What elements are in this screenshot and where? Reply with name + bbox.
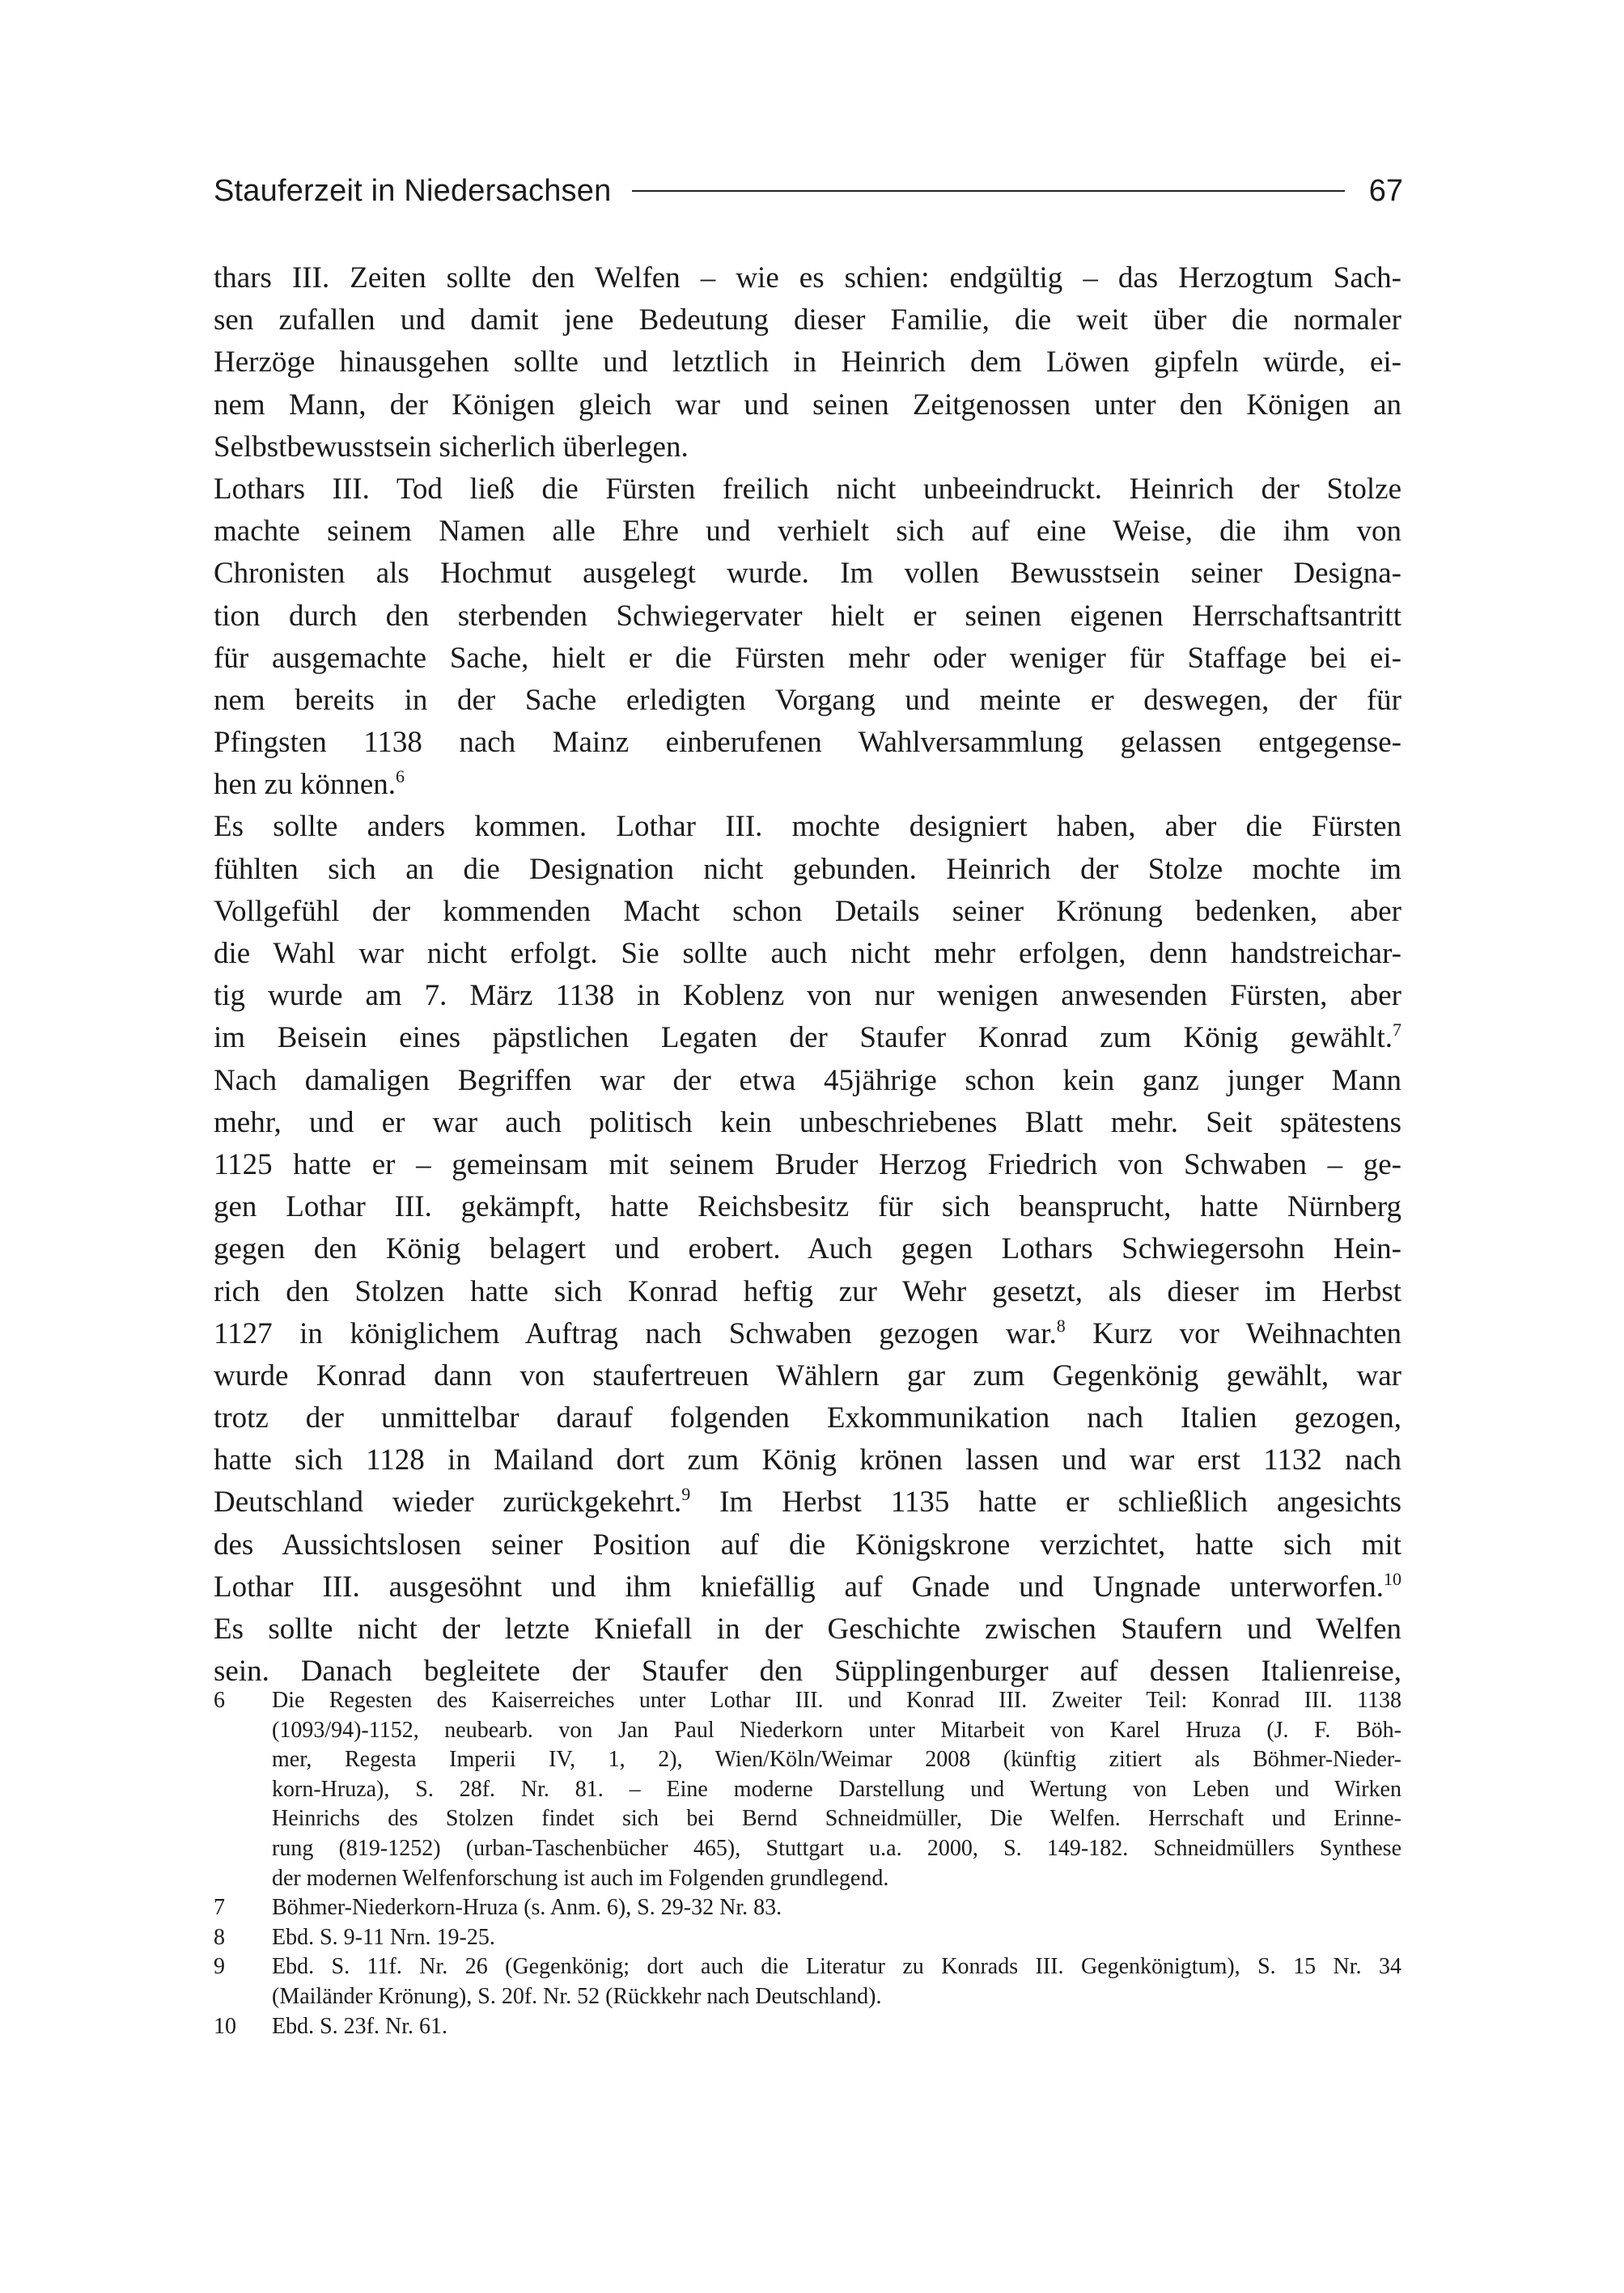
body-line	[214, 1355, 1401, 1397]
body-line-text: Pfingsten 1138 nach Mainz einberufenen Wahlversammlung gelassen entgegense-	[214, 726, 1401, 760]
body-text	[214, 257, 1401, 1693]
footnote-text: korn-Hruza), S. 28f. Nr. 81. – Eine moderne Darstellung und Wertung von Leben und Wirken	[272, 1776, 1401, 1802]
body-line-text: im Beisein eines päpstlichen Legaten der Staufer Konrad zum König gewählt.	[214, 1021, 1393, 1055]
footnote-text: Ebd. S. 11f. Nr. 26 (Gegenkönig; dort auch die Literatur zu Konrads III. Gegenkönigtum), S. 15 Nr. 34	[272, 1954, 1401, 1980]
body-line	[214, 1144, 1401, 1186]
footnote-marker: 9	[681, 1484, 691, 1505]
footnote-line	[214, 1893, 1401, 1923]
body-line-text: hatte sich 1128 in Mailand dort zum König krönen lassen und war erst 1132 nach	[214, 1443, 1401, 1477]
footnote-number: 9	[214, 1954, 225, 1980]
body-line-text: tion durch den sterbenden Schwiegervater hielt er seinen eigenen Herrschaftsantritt	[214, 599, 1401, 633]
footnote-marker: 7	[1393, 1019, 1401, 1041]
body-line-text: rich den Stolzen hatte sich Konrad heftig zur Wehr gesetzt, als dieser im Herbst	[214, 1274, 1401, 1308]
footnote-line	[214, 2012, 1401, 2042]
body-line	[214, 341, 1401, 384]
body-line-text: machte seinem Namen alle Ehre und verhielt sich auf eine Weise, die ihm von	[214, 515, 1401, 549]
body-line	[214, 1017, 1401, 1059]
body-line-text: Vollgefühl der kommenden Macht schon Details seiner Krönung bedenken, aber	[214, 894, 1401, 928]
body-line-text: Es sollte nicht der letzte Kniefall in der Geschichte zwischen Staufern und Welfen	[214, 1613, 1401, 1646]
body-line-text: Nach damaligen Begriffen war der etwa 45jährige schon kein ganz junger Mann	[214, 1063, 1401, 1097]
body-line-text: Es sollte anders kommen. Lothar III. mochte designiert haben, aber die Fürsten	[214, 810, 1401, 844]
body-line-text: Deutschland wieder zurückgekehrt.	[214, 1486, 682, 1519]
footnote-number: 6	[214, 1688, 225, 1713]
body-line-text: 1125 hatte er – gemeinsam mit seinem Bruder Herzog Friedrich von Schwaben – ge-	[214, 1147, 1401, 1181]
footnote-text: Heinrichs des Stolzen findet sich bei Bernd Schneidmüller, Die Welfen. Herrschaft und Erinne-	[272, 1806, 1401, 1832]
body-line	[214, 553, 1401, 595]
body-line	[214, 426, 1401, 468]
body-line	[214, 1186, 1401, 1228]
body-line-text: mehr, und er war auch politisch kein unbeschriebenes Blatt mehr. Seit spätestens	[214, 1105, 1401, 1139]
body-line	[214, 1060, 1401, 1102]
body-line-text: Chronisten als Hochmut ausgelegt wurde. Im vollen Bewusstsein seiner Designa-	[214, 557, 1401, 591]
body-line-text: tig wurde am 7. März 1138 in Koblenz von nur wenigen anwesenden Fürsten, aber	[214, 979, 1401, 1013]
footnote-marker: 6	[396, 766, 405, 787]
footnote-line	[214, 1864, 1401, 1894]
body-line	[214, 1439, 1401, 1481]
running-head-title: Stauferzeit in Niedersachsen	[214, 173, 612, 208]
body-line	[214, 1313, 1401, 1355]
body-line-text: hen zu können.	[214, 768, 396, 802]
body-line-text: thars III. Zeiten sollte den Welfen – wie es schien: endgültig – das Herzogtum Sach-	[214, 261, 1401, 295]
body-line	[214, 257, 1401, 299]
footnote-line	[214, 1775, 1401, 1805]
body-line-text: für ausgemachte Sache, hielt er die Fürsten mehr oder weniger für Staffage bei ei-	[214, 641, 1401, 675]
footnote-text: Böhmer-Niederkorn-Hruza (s. Anm. 6), S. 29-32 Nr. 83.	[272, 1895, 782, 1921]
footnote-line	[214, 1982, 1401, 2012]
page-number: 67	[1368, 173, 1403, 208]
body-line-text: Lothar III. ausgesöhnt und ihm kniefällig auf Gnade und Ungnade unterworfen.	[214, 1570, 1384, 1604]
body-line	[214, 384, 1401, 426]
footnote-text: der modernen Welfenforschung ist auch im Folgenden grundlegend.	[272, 1865, 889, 1891]
body-line	[214, 1566, 1401, 1608]
body-line-text: Herzöge hinausgehen sollte und letztlich in Heinrich dem Löwen gipfeln würde, ei-	[214, 345, 1401, 379]
body-line	[214, 806, 1401, 848]
body-line	[214, 764, 1401, 806]
body-line-text: gen Lothar III. gekämpft, hatte Reichsbesitz für sich beansprucht, hatte Nürnberg	[214, 1190, 1401, 1224]
body-line	[214, 680, 1401, 722]
body-line	[214, 722, 1401, 764]
body-line-text: des Aussichtslosen seiner Position auf die Königskrone verzichtet, hatte sich mit	[214, 1528, 1401, 1562]
footnote-marker: 8	[1056, 1315, 1066, 1336]
body-line	[214, 1608, 1401, 1651]
body-line	[214, 849, 1401, 891]
body-line-text: nem bereits in der Sache erledigten Vorgang und meinte er deswegen, der für	[214, 683, 1401, 717]
body-line-text: wurde Konrad dann von staufertreuen Wählern gar zum Gegenkönig gewählt, war	[214, 1358, 1401, 1392]
body-line	[214, 1102, 1401, 1144]
running-head-rule	[632, 190, 1344, 192]
body-line	[214, 1228, 1401, 1270]
footnote-marker: 10	[1384, 1568, 1401, 1589]
body-line	[214, 1397, 1401, 1439]
footnote-text: Ebd. S. 23f. Nr. 61.	[272, 2013, 447, 2039]
footnote-line	[214, 1716, 1401, 1746]
body-line-text: trotz der unmittelbar darauf folgenden Exkommunikation nach Italien gezogen,	[214, 1401, 1401, 1435]
footnote-number: 7	[214, 1895, 225, 1921]
body-line-text: fühlten sich an die Designation nicht gebunden. Heinrich der Stolze mochte im	[214, 852, 1401, 886]
body-line	[214, 975, 1401, 1017]
footnote-text: (1093/94)-1152, neubearb. von Jan Paul Niederkorn unter Mitarbeit von Karel Hruza (J. F. Böh-	[272, 1717, 1401, 1743]
footnote-text: (Mailänder Krönung), S. 20f. Nr. 52 (Rückkehr nach Deutschland).	[272, 1983, 882, 2009]
footnote-line	[214, 1923, 1401, 1953]
body-line-text: gegen den König belagert und erobert. Auch gegen Lothars Schwiegersohn Hein-	[214, 1232, 1401, 1266]
body-line-text: nem Mann, der Königen gleich war und seinen Zeitgenossen unter den Königen an	[214, 388, 1401, 422]
body-line-text: Lothars III. Tod ließ die Fürsten freilich nicht unbeeindruckt. Heinrich der Stolze	[214, 472, 1401, 506]
running-head	[214, 168, 1403, 214]
body-line	[214, 511, 1401, 553]
body-line	[214, 891, 1401, 933]
footnote-line	[214, 1804, 1401, 1834]
body-line	[214, 299, 1401, 341]
body-line-text: sein. Danach begleitete der Staufer den Süpplingenburger auf dessen Italienreise,	[214, 1655, 1401, 1689]
body-line-text: die Wahl war nicht erfolgt. Sie sollte auch nicht mehr erfolgen, denn handstreichar-	[214, 937, 1401, 970]
body-line-text: 1127 in königlichem Auftrag nach Schwaben gezogen war.	[214, 1316, 1057, 1350]
footnote-text: Ebd. S. 9-11 Nrn. 19-25.	[272, 1924, 495, 1950]
footnote-text: mer, Regesta Imperii IV, 1, 2), Wien/Köln/Weimar 2008 (künftig zitiert als Böhmer-Nieder-	[272, 1747, 1401, 1773]
footnote-text: Die Regesten des Kaiserreiches unter Lothar III. und Konrad III. Zweiter Teil: Konrad III. 1138	[272, 1688, 1401, 1713]
body-line	[214, 596, 1401, 638]
body-line	[214, 1524, 1401, 1566]
footnote-line	[214, 1745, 1401, 1775]
body-line-text: Selbstbewusstsein sicherlich überlegen.	[214, 430, 689, 464]
footnote-number: 8	[214, 1924, 225, 1950]
body-line	[214, 638, 1401, 680]
body-line-text-continued: Im Herbst 1135 hatte er schließlich angesichts	[690, 1486, 1401, 1519]
body-line	[214, 468, 1401, 511]
footnote-number: 10	[214, 2013, 236, 2039]
footnote-text: rung (819-1252) (urban-Taschenbücher 465), Stuttgart u.a. 2000, S. 149-182. Schneidmüllers Synthese	[272, 1835, 1401, 1861]
body-line	[214, 1271, 1401, 1313]
body-line	[214, 933, 1401, 975]
footnote-line	[214, 1686, 1401, 1716]
body-line	[214, 1481, 1401, 1524]
body-line-text-continued: Kurz vor Weihnachten	[1065, 1316, 1402, 1350]
body-line-text: sen zufallen und damit jene Bedeutung dieser Familie, die weit über die normaler	[214, 303, 1401, 337]
footnotes	[214, 1686, 1401, 2041]
footnote-line	[214, 1834, 1401, 1864]
footnote-line	[214, 1952, 1401, 1982]
